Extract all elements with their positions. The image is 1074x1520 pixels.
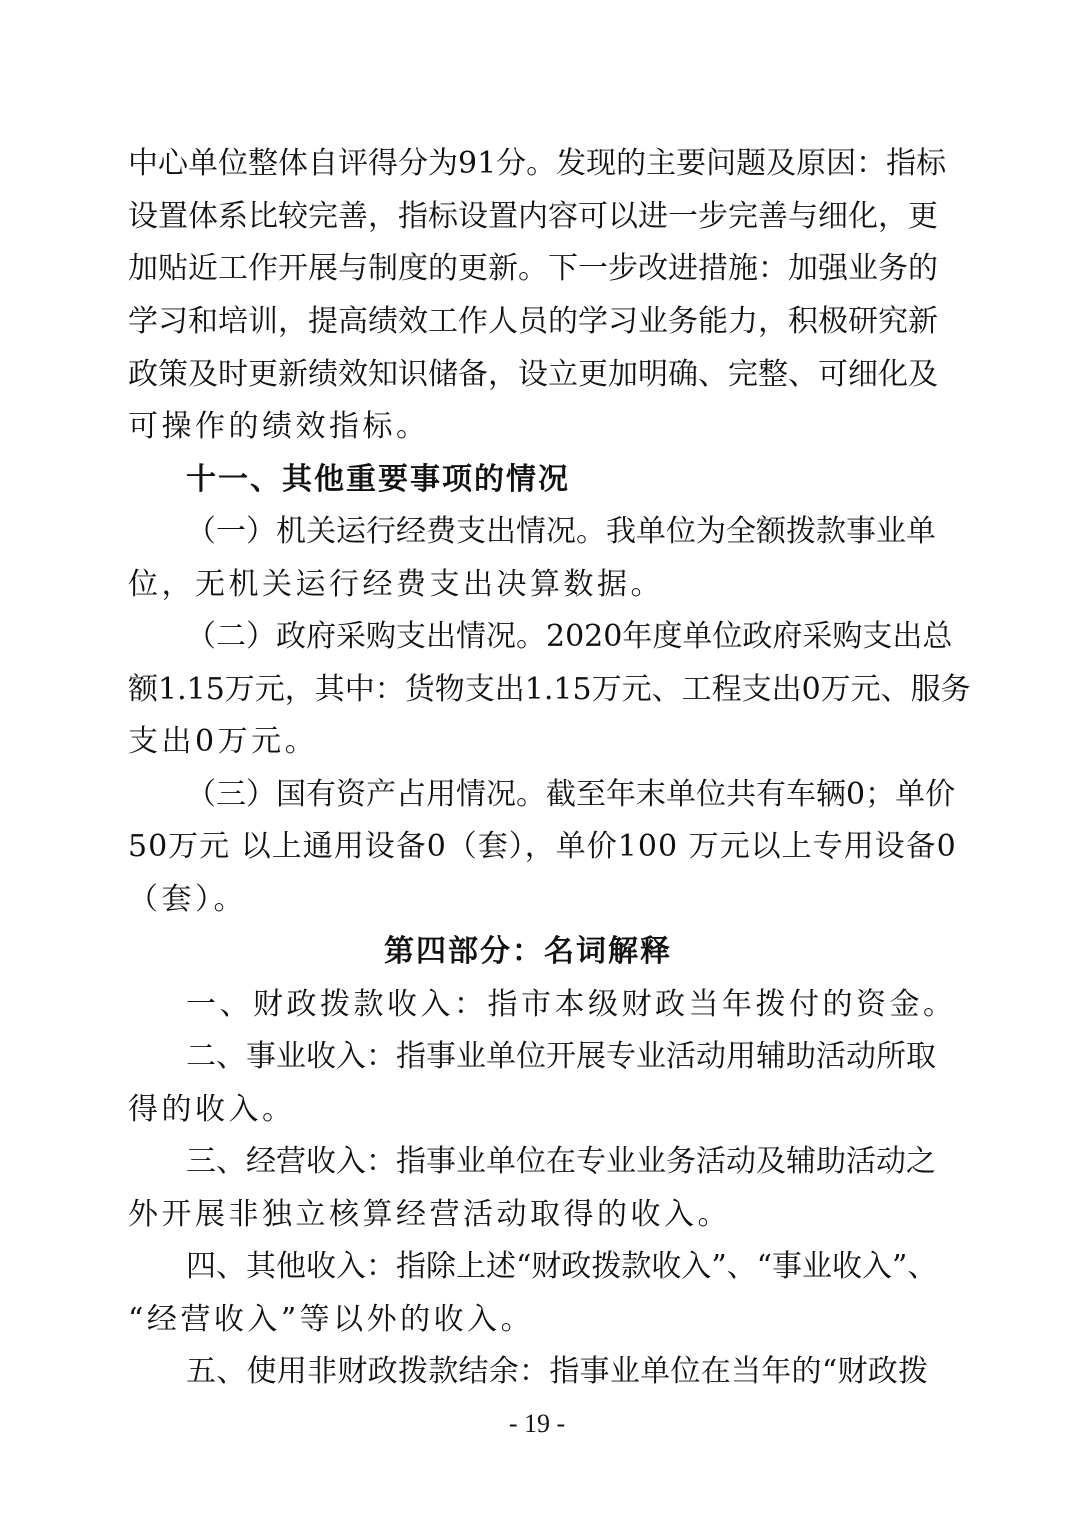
- body-text-line: 额1.15万元，其中：货物支出1.15万元、工程支出0万元、服务: [128, 672, 971, 707]
- body-text-line: 支出0万元。: [128, 724, 319, 759]
- body-text-line: “经营收入”等以外的收入。: [128, 1302, 535, 1337]
- body-text-line: 政策及时更新绩效知识储备，设立更加明确、完整、可细化及: [128, 357, 938, 392]
- body-text-line: 中心单位整体自评得分为91分。发现的主要问题及原因：指标: [128, 146, 947, 181]
- definition-line: 一、财政拨款收入：指市本级财政当年拨付的资金。: [186, 987, 957, 1022]
- page-number: - 19 -: [508, 1409, 566, 1438]
- body-text-line: 设置体系比较完善，指标设置内容可以进一步完善与细化，更: [128, 199, 938, 234]
- definition-line: 三、经营收入：指事业单位在专业业务活动及辅助活动之: [186, 1144, 936, 1179]
- body-text-line: （套）。: [128, 882, 247, 917]
- definition-line: 二、事业收入：指事业单位开展专业活动用辅助活动所取: [186, 1039, 936, 1074]
- part-heading: 第四部分：名词解释: [384, 934, 672, 969]
- section-heading: 十一、其他重要事项的情况: [186, 462, 570, 497]
- body-text-line: 学习和培训，提高绩效工作人员的学习业务能力，积极研究新: [128, 304, 938, 339]
- definition-line: 四、其他收入：指除上述“财政拨款收入”、“事业收入”、: [186, 1249, 938, 1284]
- body-text-line: 加贴近工作开展与制度的更新。下一步改进措施：加强业务的: [128, 251, 938, 286]
- body-text-line: 50万元 以上通用设备0（套），单价100 万元以上专用设备0: [128, 829, 957, 864]
- body-text-line: 外开展非独立核算经营活动取得的收入。: [128, 1197, 731, 1232]
- body-text-line: （一）机关运行经费支出情况。我单位为全额拨款事业单: [186, 514, 936, 549]
- body-text-line: 可操作的绩效指标。: [128, 409, 430, 444]
- body-text-line: （二）政府采购支出情况。2020年度单位政府采购支出总: [186, 619, 953, 654]
- body-text-line: 位，无机关运行经费支出决算数据。: [128, 567, 664, 602]
- definition-line: 五、使用非财政拨款结余：指事业单位在当年的“财政拨: [186, 1354, 928, 1389]
- body-text-line: 得的收入。: [128, 1092, 296, 1127]
- body-text-line: （三）国有资产占用情况。截至年末单位共有车辆0；单价: [186, 777, 956, 812]
